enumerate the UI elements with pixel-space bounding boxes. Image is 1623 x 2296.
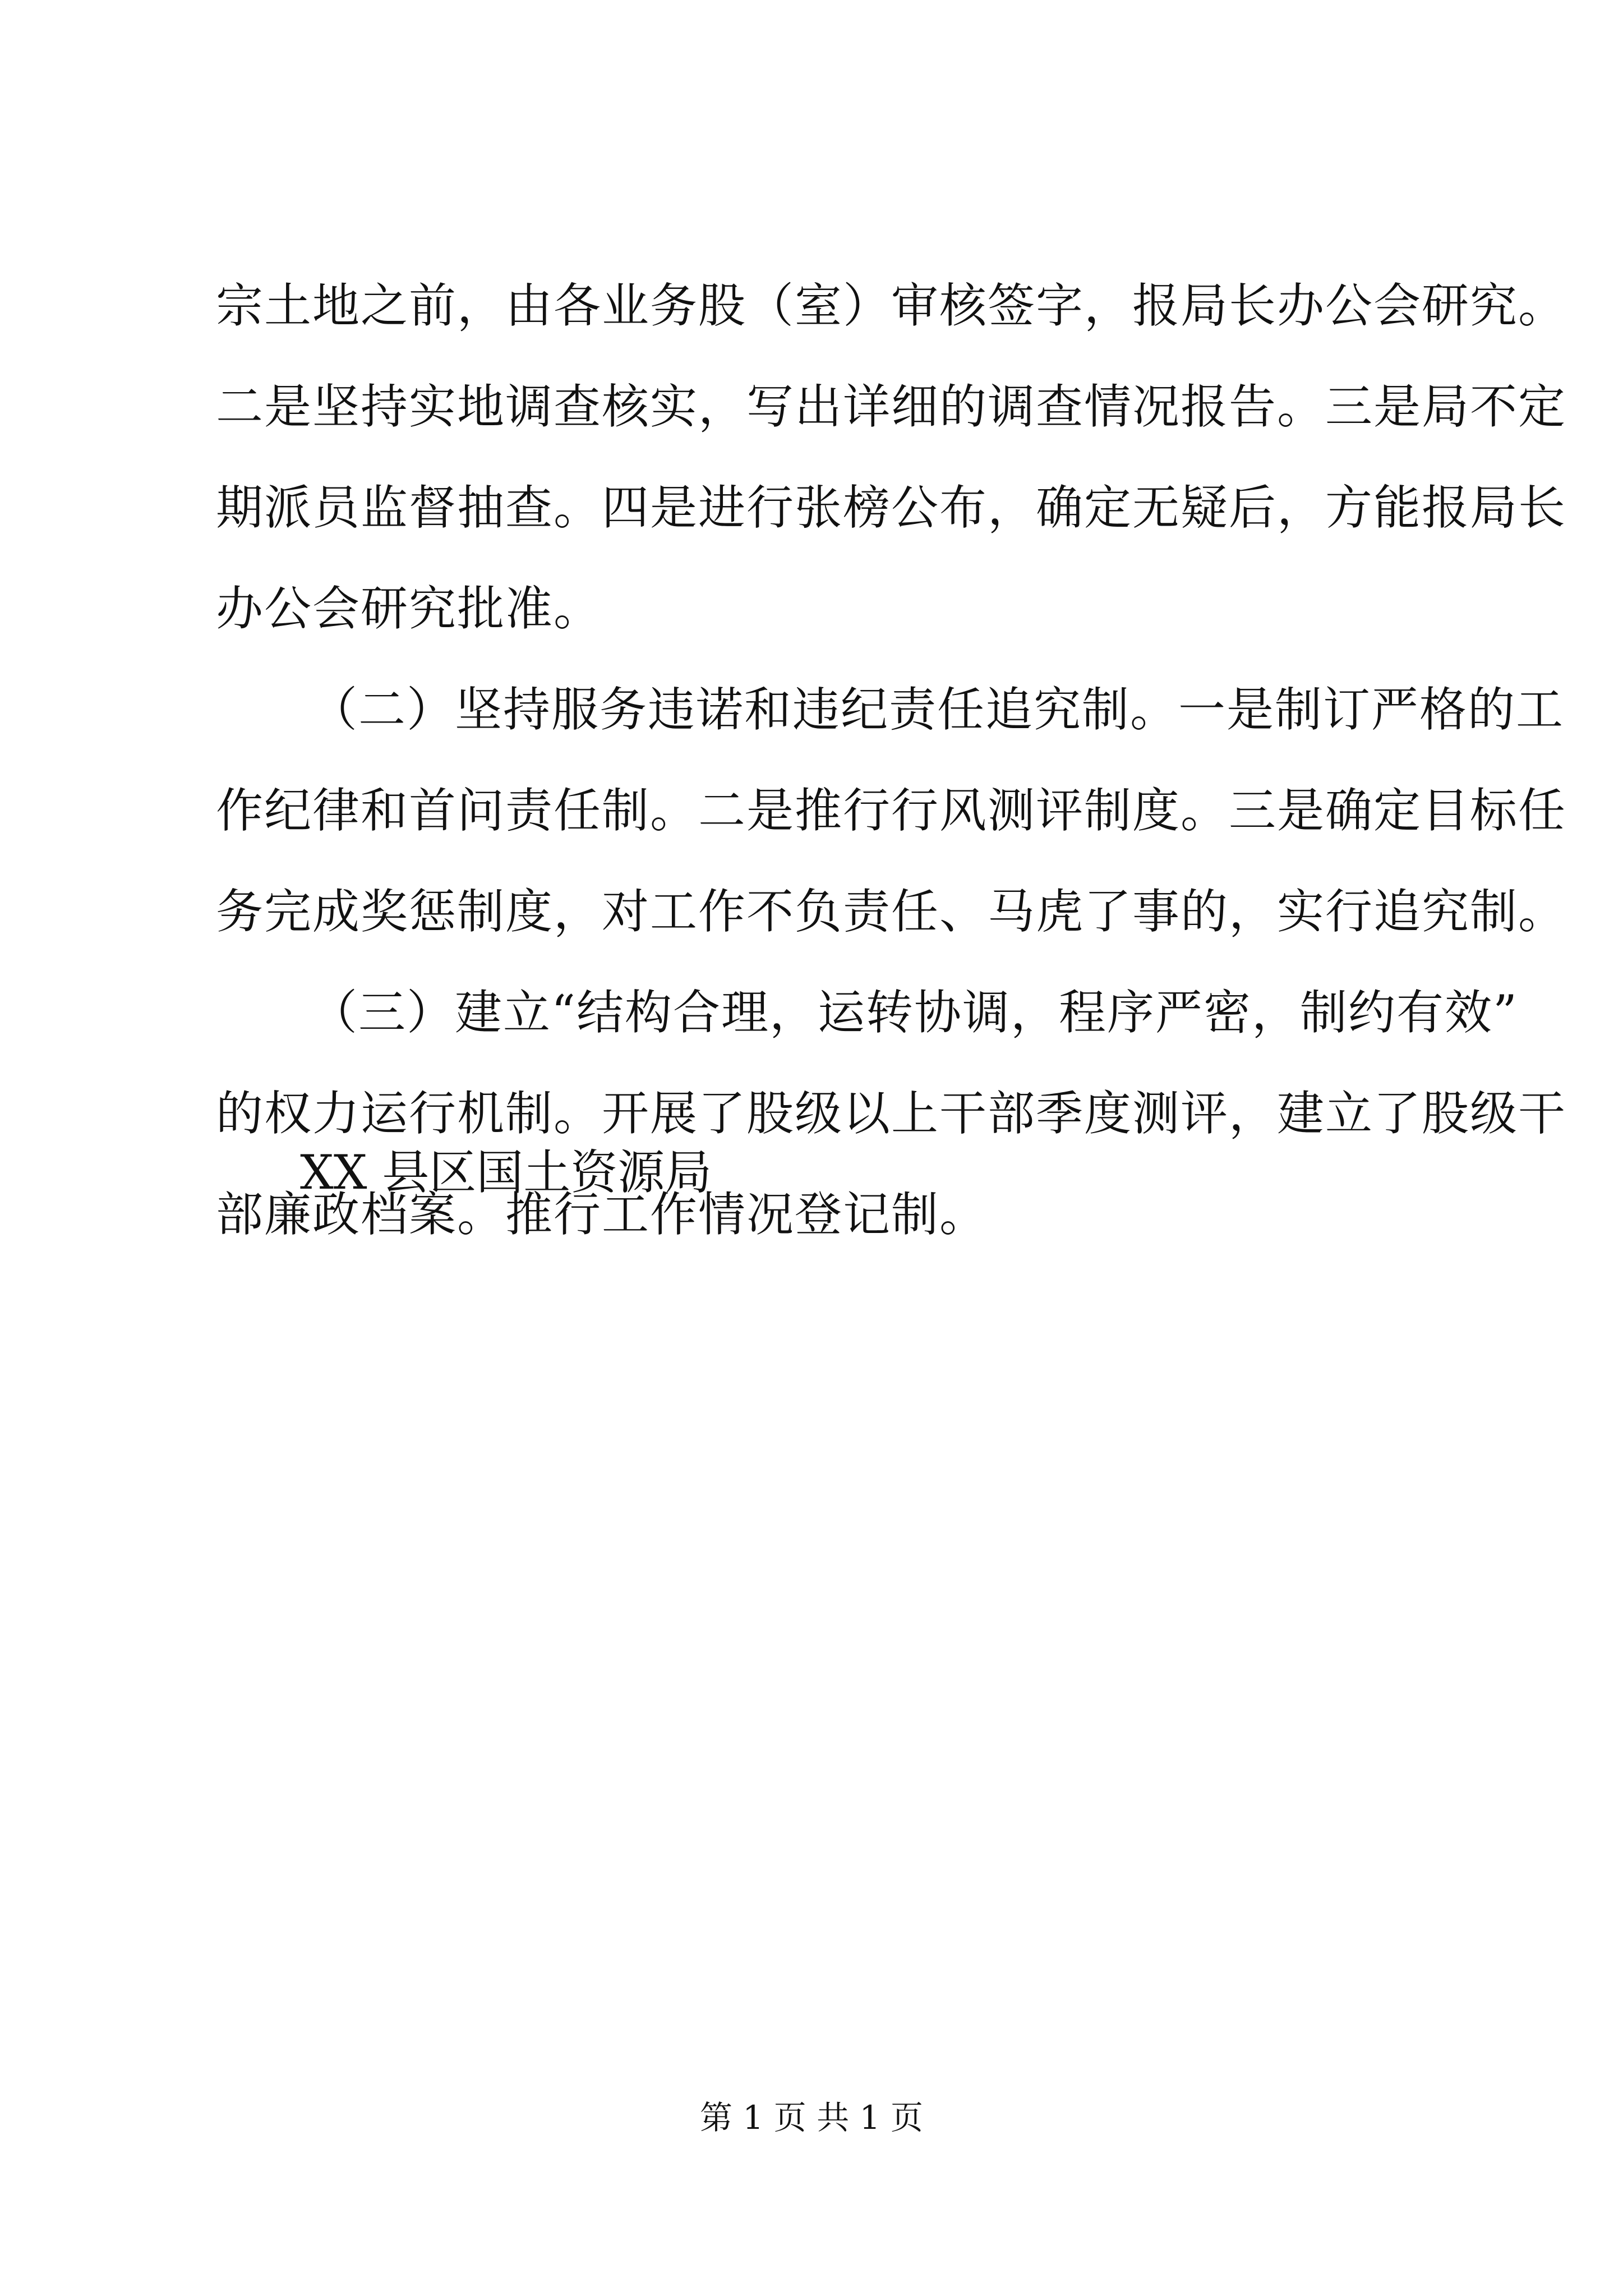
paragraph-line: （二）坚持服务违诺和违纪责任追究制。一是制订严格的工 xyxy=(310,682,1565,737)
paragraph-line: 部廉政档案。推行工作情况登记制。 xyxy=(216,1187,988,1242)
paragraph-line: 办公会研究批准。 xyxy=(216,581,602,636)
paragraph-line: 宗土地之前，由各业务股（室）审核签字，报局长办公会研究。 xyxy=(216,278,1567,333)
paragraph-line: 作纪律和首问责任制。二是推行行风测评制度。三是确定目标任 xyxy=(216,783,1567,838)
document-body xyxy=(216,255,1567,1265)
signature-line: XX 县区国土资源局 xyxy=(300,1145,712,1200)
paragraph-line: 的权力运行机制。开展了股级以上干部季度测评，建立了股级干 xyxy=(216,1086,1567,1141)
paragraph-line: 二是坚持实地调查核实，写出详细的调查情况报告。三是局不定 xyxy=(216,379,1567,434)
paragraph-line: 务完成奖惩制度，对工作不负责任、马虎了事的，实行追究制。 xyxy=(216,884,1567,939)
paragraph-line: （三）建立“结构合理，运转协调，程序严密，制约有效” xyxy=(310,985,1518,1040)
page-footer: 第 1 页 共 1 页 xyxy=(700,2099,923,2137)
paragraph-line: 期派员监督抽查。四是进行张榜公布，确定无疑后，方能报局长 xyxy=(216,480,1567,535)
